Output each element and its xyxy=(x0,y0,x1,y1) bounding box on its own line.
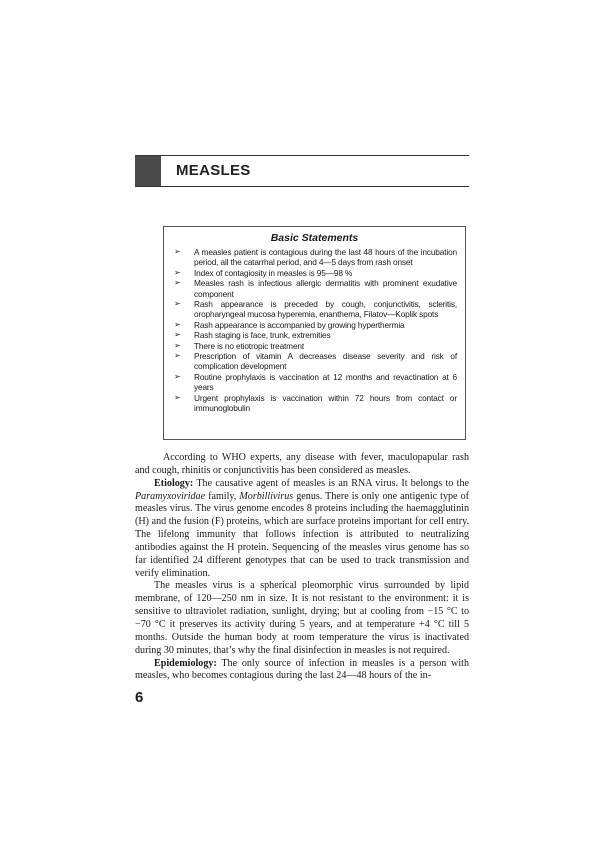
statement-text: A measles patient is contagious during the last 48 hours of the incubation period, all the catarrhal period, and 4—5 days from rash onset xyxy=(194,247,457,268)
statement-text: Prescription of vitamin A decreases disease severity and risk of complication development xyxy=(194,351,457,372)
basic-statements-box xyxy=(163,226,466,440)
arrow-bullet-icon: ➢ xyxy=(174,247,181,256)
chapter-header xyxy=(135,155,469,187)
statement-text: Measles rash is infectious allergic dermatitis with prominent exudative component xyxy=(194,278,457,299)
epidemiology-label: Epidemiology: xyxy=(154,657,217,669)
statement-text: Rash appearance is preceded by cough, conjunctivitis, scleritis, oropharyngeal mucosa hyperemia, enanthema, Filatov—Koplik spots xyxy=(194,299,457,320)
body-text xyxy=(135,452,469,683)
arrow-bullet-icon: ➢ xyxy=(174,278,181,288)
chapter-marker-block xyxy=(135,156,161,186)
statement-item xyxy=(172,393,457,414)
statement-text: Index of contagiosity in measles is 95—98 % xyxy=(194,267,353,278)
basic-statements-title: Basic Statements xyxy=(270,232,359,244)
genus-name: Morbillivirus xyxy=(239,490,294,502)
chapter-title: MEASLES xyxy=(176,162,251,179)
basic-statements-list xyxy=(172,247,457,414)
page-number: 6 xyxy=(135,689,144,706)
arrow-bullet-icon: ➢ xyxy=(174,299,181,309)
statement-item xyxy=(172,351,457,372)
statement-item xyxy=(172,341,457,351)
statement-text: Rash staging is face, trunk, extremities xyxy=(194,330,331,341)
statement-item xyxy=(172,247,457,268)
virus-paragraph: The measles virus is a spherical pleomorphic virus surrounded by lipid membrane, of 120—250 nm in size. It is not resistant to the environment: it is sensitive to ultraviolet radiation, sunlight, drying; but at cooling from −15 °C to −70 °C it preserves its activity during 5 years, and at temperature +4 °C till 5 months. Outside the human body at room temperature the virus is inactivated during 30 minutes, that’s why the final disinfection in measles is not required. xyxy=(135,580,469,656)
arrow-bullet-icon: ➢ xyxy=(174,330,181,340)
statement-item xyxy=(172,372,457,393)
arrow-bullet-icon: ➢ xyxy=(174,319,181,329)
statement-text: Urgent prophylaxis is vaccination within 72 hours from contact or immunoglobulin xyxy=(194,392,457,414)
statement-text: Routine prophylaxis is vaccination at 12 months and revactination at 6 years xyxy=(194,371,457,393)
statement-item xyxy=(172,278,457,299)
statement-item xyxy=(172,299,457,320)
statement-item xyxy=(172,330,457,340)
family-name: Paramyxoviridae xyxy=(135,490,206,502)
arrow-bullet-icon: ➢ xyxy=(174,392,181,402)
etiology-paragraph: Etiology: The causative agent of measles is an RNA virus. It belongs to the Paramyxoviridae family, Morbillivirus genus. There is only one antigenic type of measles virus. The virus genome encodes 8 proteins including the haemagglutinin (H) and the fusion (F) proteins, which are surface proteins important for cell entry. The lifelong immunity that follows infection is attributed to neutralizing antibodies against the H protein. Sequencing of the measles virus genome has so far identified 24 different genotypes that can be used to track transmission and verify elimination. xyxy=(135,477,469,579)
statement-item xyxy=(172,320,457,330)
etiology-label: Etiology: xyxy=(154,477,194,489)
epidemiology-paragraph: Epidemiology: The only source of infection in measles is a person with measles, who becomes contagious during the last 24—48 hours of the in- xyxy=(135,657,469,682)
arrow-bullet-icon: ➢ xyxy=(174,340,181,350)
statement-text: There is no etiotropic treatment xyxy=(194,340,305,351)
arrow-bullet-icon: ➢ xyxy=(174,351,181,361)
arrow-bullet-icon: ➢ xyxy=(174,371,181,381)
statement-item xyxy=(172,268,457,278)
intro-paragraph: According to WHO experts, any disease with fever, maculopapular rash and cough, rhinitis or conjunctivitis has been considered as measles. xyxy=(135,452,469,476)
arrow-bullet-icon: ➢ xyxy=(174,267,181,277)
statement-text: Rash appearance is accompanied by growing hyperthermia xyxy=(194,319,405,330)
